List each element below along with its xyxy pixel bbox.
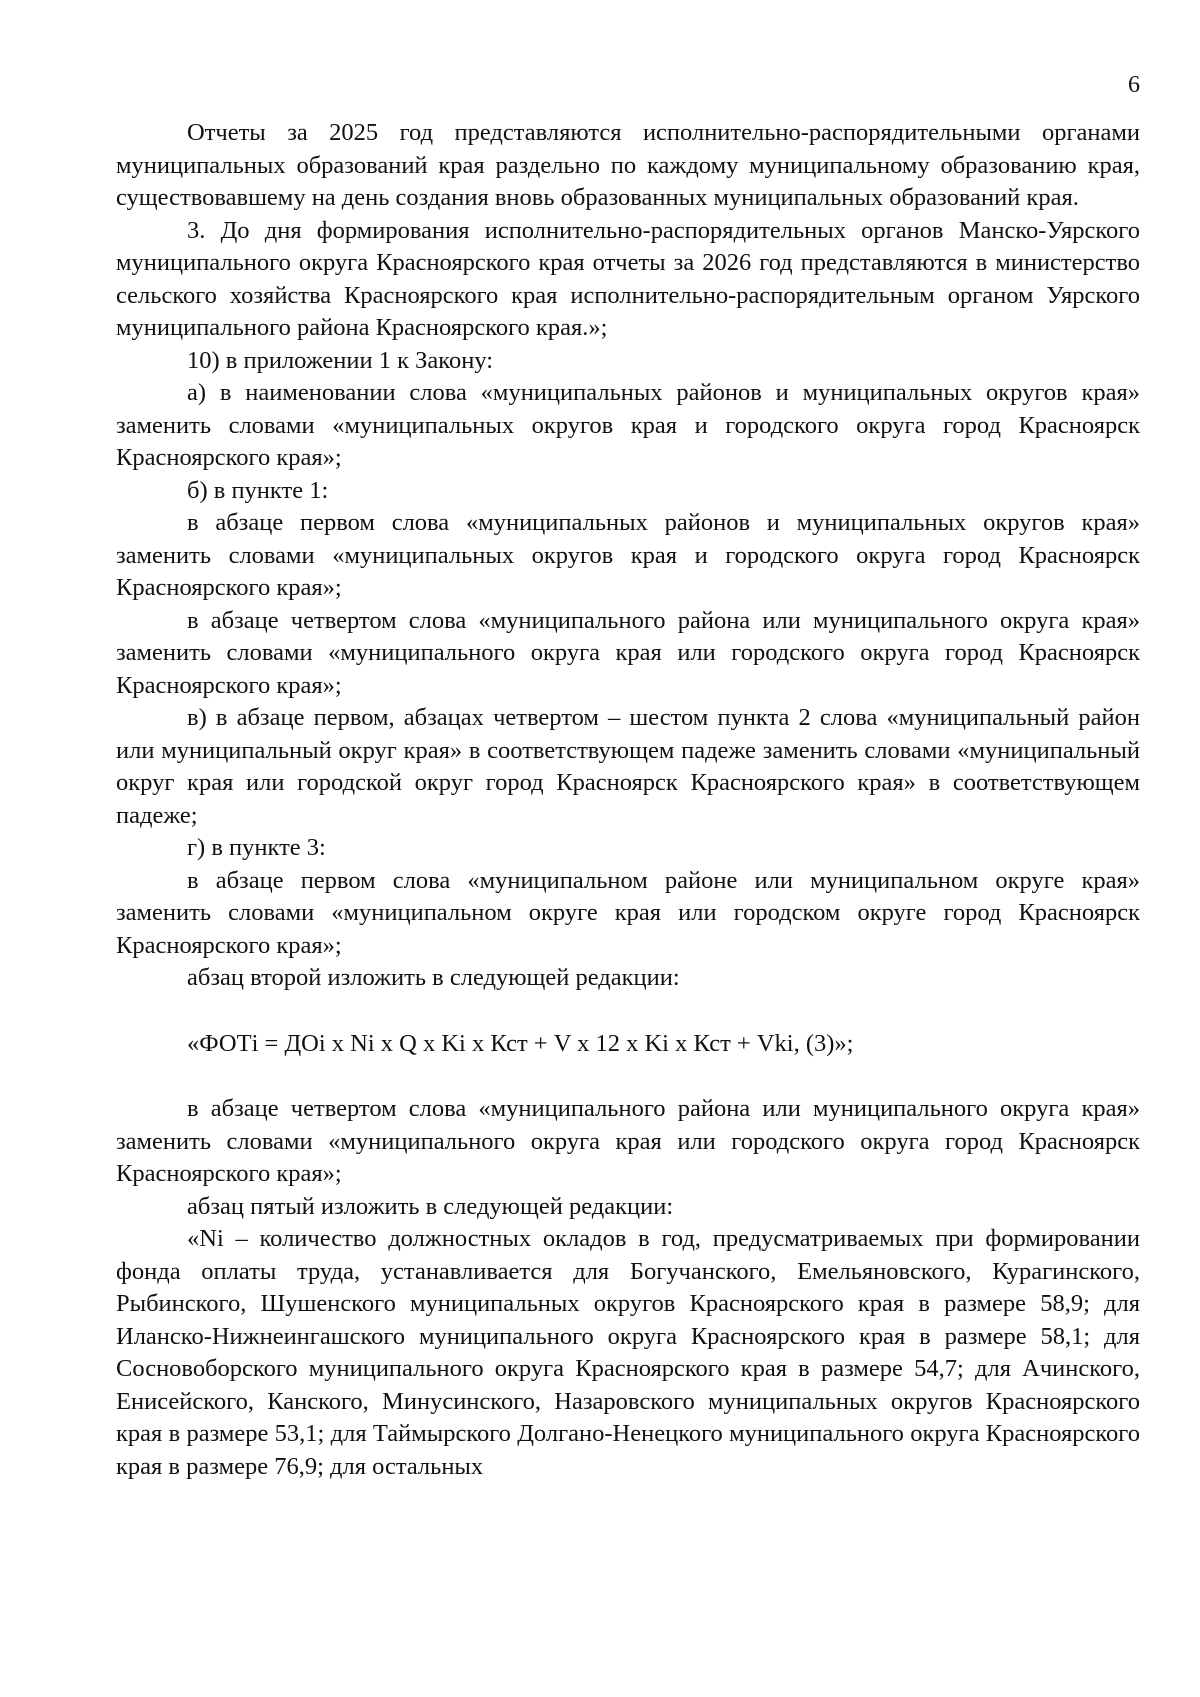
- paragraph: в) в абзаце первом, абзацах четвертом – шестом пункта 2 слова «муниципальный район или муниципальный округ края» в соответствующем падеже заменить словами «муниципальный округ края или городской округ город Красноярск Красноярского края» в соответствующем падеже;: [116, 704, 1140, 829]
- formula: «ФОТi = ДОi x Ni x Q x Ki x Кст + V x 12 x Ki x Кст + Vki, (3)»;: [187, 1029, 854, 1057]
- paragraph: 3. До дня формирования исполнительно-распорядительных органов Манско-Уярского муниципального округа Красноярского края отчеты за 2026 год представляются в министерство сельского хозяйства Красноярского края исполнительно-распорядительным органом Уярского муниципального района Красноярского края.»;: [116, 216, 1140, 341]
- paragraph: в абзаце первом слова «муниципальных районов и муниципальных округов края» заменить словами «муниципальных округов края и городского округа город Красноярск Красноярского края»;: [116, 509, 1140, 601]
- paragraph: абзац второй изложить в следующей редакции:: [187, 964, 680, 991]
- paragraph: абзац пятый изложить в следующей редакции:: [187, 1192, 674, 1220]
- paragraph: «Ni – количество должностных окладов в год, предусматриваемых при формировании фонда оплаты труда, устанавливается для Богучанского, Емельяновского, Курагинского, Рыбинского, Шушенского муниципальных округов Красноярского края в размере 58,9; для Иланско-Нижнеингашского муниципального округа Красноярского края в размере 58,1; для Сосновоборского муниципального округа Красноярского края в размере 54,7; для Ачинского, Енисейского, Канского, Минусинского, Назаровского муниципальных округов Красноярского края в размере 53,1; для Таймырского Долгано-Ненецкого муниципального округа Красноярского края в размере 76,9; для остальных: [116, 1225, 1140, 1480]
- paragraph: б) в пункте 1:: [187, 476, 329, 504]
- paragraph: а) в наименовании слова «муниципальных районов и муниципальных округов края» заменить словами «муниципальных округов края и городского округа город Красноярск Красноярского края»;: [116, 379, 1140, 471]
- paragraph: Отчеты за 2025 год представляются исполнительно-распорядительными органами муниципальных образований края раздельно по каждому муниципальному образованию края, существовавшему на день создания вновь образованных муниципальных образований края.: [116, 119, 1140, 211]
- paragraph: г) в пункте 3:: [187, 834, 326, 861]
- paragraph: в абзаце первом слова «муниципальном районе или муниципальном округе края» заменить словами «муниципальном округе края или городском округе город Красноярск Красноярского края»;: [116, 866, 1140, 959]
- paragraph: 10) в приложении 1 к Закону:: [187, 346, 494, 374]
- paragraph: в абзаце четвертом слова «муниципального района или муниципального округа края» заменить словами «муниципального округа края или городского округа город Красноярск Красноярского края»;: [116, 1095, 1140, 1187]
- page-number: 6: [1128, 72, 1140, 98]
- paragraph: в абзаце четвертом слова «муниципального района или муниципального округа края» заменить словами «муниципального округа края или городского округа город Красноярск Красноярского края»;: [116, 606, 1140, 699]
- document-body: [116, 117, 1140, 1483]
